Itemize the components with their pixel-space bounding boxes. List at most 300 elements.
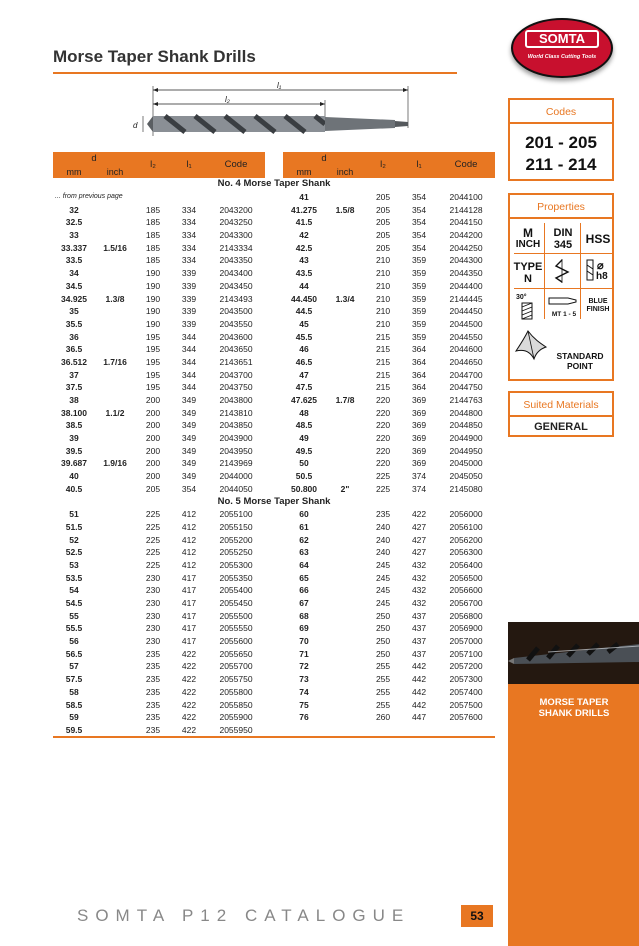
cell-code: 2057000 — [449, 636, 483, 647]
cell-mm: 58 — [69, 686, 79, 697]
cell-inch — [325, 622, 365, 635]
cell-l2: 225 — [145, 547, 161, 558]
cell-l2: 225 — [145, 509, 161, 520]
cell-l1: 349 — [181, 445, 197, 456]
cell-l1: 349 — [181, 433, 197, 444]
cell-l1: 422 — [181, 686, 197, 697]
cell-l2: 245 — [375, 585, 391, 596]
column-gap — [265, 292, 283, 305]
cell-l1: 417 — [181, 636, 197, 647]
column-gap — [265, 368, 283, 381]
cell-code: 2044600 — [449, 344, 483, 355]
cell-l1: 432 — [411, 598, 427, 609]
prop-hss: HSS — [585, 232, 611, 246]
cell-mm: 50 — [299, 458, 309, 469]
cell-l1: 432 — [411, 572, 427, 583]
cell-inch — [95, 444, 135, 457]
cell-l2: 205 — [375, 192, 391, 203]
l1-label: l₁ — [277, 81, 282, 90]
cell-l2: 190 — [145, 268, 161, 279]
cell-mm: 33 — [69, 230, 79, 241]
cell-code: 2055200 — [219, 534, 253, 545]
cell-code: 2045000 — [449, 458, 483, 469]
table-row — [53, 292, 495, 305]
prop-divider — [514, 288, 612, 289]
cell-l1: 442 — [411, 686, 427, 697]
cell-l2: 210 — [375, 318, 391, 329]
cell-l1: 339 — [181, 306, 197, 317]
cell-l2: 255 — [375, 661, 391, 672]
cell-mm: 35 — [69, 306, 79, 317]
table-row — [53, 559, 495, 572]
cell-l2: 195 — [145, 369, 161, 380]
cell-l1: 369 — [411, 420, 427, 431]
cell-l2: 245 — [375, 559, 391, 570]
cell-l2: 235 — [145, 686, 161, 697]
point-angle-icon — [518, 301, 538, 321]
cell-l2: 205 — [375, 242, 391, 253]
d-label: d — [133, 121, 138, 130]
cell-l2: 210 — [375, 293, 391, 304]
cell-code: 2144763 — [449, 395, 483, 406]
section-label — [512, 697, 636, 719]
cell-inch — [325, 419, 365, 432]
cell-code: 2055900 — [219, 712, 253, 723]
cell-code: 2055300 — [219, 559, 253, 570]
cell-inch — [325, 571, 365, 584]
cell-l1: 442 — [411, 661, 427, 672]
cell-mm: 47.5 — [295, 382, 313, 393]
cell-inch — [325, 216, 365, 229]
cell-mm: 33.5 — [65, 255, 83, 266]
cell-code: 2043900 — [219, 433, 253, 444]
cell-l2: 215 — [375, 331, 391, 342]
cell-inch — [95, 584, 135, 597]
cell-mm: 39.687 — [61, 458, 87, 469]
cell-l2: 225 — [145, 521, 161, 532]
table-row — [53, 229, 495, 242]
table-row — [53, 343, 495, 356]
cell-mm: 66 — [299, 585, 309, 596]
column-gap — [265, 318, 283, 331]
cell-l2: 220 — [375, 395, 391, 406]
cell-mm: 57 — [69, 661, 79, 672]
cell-inch — [325, 330, 365, 343]
cell-l1: 369 — [411, 445, 427, 456]
table-row — [53, 406, 495, 419]
cell-inch — [95, 622, 135, 635]
cell-code: 2043400 — [219, 268, 253, 279]
table-row — [53, 241, 495, 254]
header-l2-left: l₂ — [135, 152, 171, 178]
cell-code: 2044800 — [449, 407, 483, 418]
properties-title: Properties — [510, 195, 612, 219]
column-gap — [265, 686, 283, 699]
footer-catalogue-text: SOMTA P12 CATALOGUE — [77, 906, 411, 925]
cell-l1: 422 — [411, 509, 427, 520]
cell-mm: 41.5 — [295, 217, 313, 228]
cell-mm: 40.5 — [65, 483, 83, 494]
cell-code: 2043600 — [219, 331, 253, 342]
cell-inch — [325, 254, 365, 267]
cell-l1: 442 — [411, 674, 427, 685]
prop-type-text: TYPE — [513, 261, 543, 273]
cell-mm: 51 — [69, 509, 79, 520]
drill-size-table — [53, 152, 495, 738]
section-label-line-2: SHANK DRILLS — [538, 708, 610, 719]
prop-mt: MT 1 - 5 — [551, 311, 577, 318]
cell-l2: 205 — [375, 217, 391, 228]
column-gap — [265, 609, 283, 622]
column-gap — [265, 216, 283, 229]
codes-list — [510, 124, 612, 176]
section-title: No. 5 Morse Taper Shank — [53, 495, 495, 508]
table-row — [53, 203, 495, 216]
cell-inch — [95, 660, 135, 673]
cell-code: 2057300 — [449, 674, 483, 685]
column-gap — [265, 419, 283, 432]
cell-code: 2055500 — [219, 610, 253, 621]
cell-inch: 1.1/2 — [105, 407, 125, 418]
prop-divider — [580, 223, 581, 319]
cell-inch — [325, 647, 365, 660]
cell-code: 2057500 — [449, 699, 483, 710]
table-row — [53, 533, 495, 546]
cell-l1: 359 — [411, 268, 427, 279]
cell-inch — [95, 521, 135, 534]
cell-code: 2055950 — [207, 724, 265, 737]
column-gap — [265, 724, 283, 737]
cell-l2: 190 — [145, 280, 161, 291]
cell-inch — [325, 559, 365, 572]
cell-l1: 412 — [181, 547, 197, 558]
cell-inch — [95, 394, 135, 407]
table-row — [53, 673, 495, 686]
cell-mm: 48 — [299, 407, 309, 418]
cell-mm: 37.5 — [65, 382, 83, 393]
cell-inch — [325, 508, 365, 521]
column-gap — [265, 432, 283, 445]
table-row — [53, 483, 495, 496]
cell-mm: 40 — [69, 471, 79, 482]
table-header-row-1 — [53, 152, 495, 166]
cell-code: 2056500 — [449, 572, 483, 583]
cell-mm: 74 — [299, 686, 309, 697]
prop-finish-text: FINISH — [586, 306, 610, 313]
logo-tagline: World Class Cutting Tools — [527, 54, 597, 60]
cell-mm: 60 — [299, 509, 309, 520]
cell-code: 2044700 — [449, 369, 483, 380]
cell-mm: 53.5 — [65, 572, 83, 583]
diameter-icon: ⌀ — [597, 260, 604, 272]
cell-mm: 43.5 — [295, 268, 313, 279]
cell-l2: 215 — [375, 356, 391, 367]
header-gap — [265, 152, 283, 178]
cell-inch — [325, 609, 365, 622]
cell-l1: 422 — [181, 661, 197, 672]
prop-metric — [512, 227, 544, 251]
cell-l1: 364 — [411, 369, 427, 380]
page-number: 53 — [461, 905, 493, 927]
cell-l2: 220 — [375, 420, 391, 431]
cell-l1: 422 — [181, 674, 197, 685]
cell-l1: 427 — [411, 521, 427, 532]
cell-l1: 344 — [181, 331, 197, 342]
column-gap — [265, 280, 283, 293]
cell-inch — [325, 660, 365, 673]
cell-l1: 412 — [181, 521, 197, 532]
cell-inch — [95, 254, 135, 267]
cell-l1: 369 — [411, 407, 427, 418]
cell-mm: 56 — [69, 636, 79, 647]
cell-code: 2055350 — [219, 572, 253, 583]
cell-code: 2044450 — [449, 306, 483, 317]
cell-inch — [325, 432, 365, 445]
cell-inch — [95, 368, 135, 381]
cell-inch — [95, 330, 135, 343]
page-title: Morse Taper Shank Drills — [53, 47, 256, 66]
cell-l2: 185 — [145, 230, 161, 241]
table-row — [53, 254, 495, 267]
cell-mm: 32.5 — [65, 217, 83, 228]
cell-code: 2043550 — [219, 318, 253, 329]
cell-l1: 334 — [181, 204, 197, 215]
cell-l1: 437 — [411, 610, 427, 621]
l2-arrow-left — [153, 102, 158, 106]
cell-l1: 354 — [411, 217, 427, 228]
column-gap — [265, 508, 283, 521]
prop-type — [512, 261, 544, 285]
cell-l2: 200 — [145, 458, 161, 469]
cell-l1: 369 — [411, 395, 427, 406]
cell-l1: 354 — [411, 204, 427, 215]
code-range: 201 - 205 — [525, 133, 597, 152]
cell-mm: 57.5 — [65, 674, 83, 685]
cell-mm: 59.5 — [53, 724, 95, 737]
header-l1-left: l₁ — [171, 152, 207, 178]
cell-l1: 369 — [411, 433, 427, 444]
cell-l2: 255 — [375, 699, 391, 710]
cell-l2: 205 — [145, 483, 161, 494]
cell-code: 2044300 — [449, 255, 483, 266]
cell-mm: 69 — [299, 623, 309, 634]
column-gap — [265, 635, 283, 648]
cell-l2: 250 — [375, 610, 391, 621]
prop-blue-finish — [582, 298, 614, 314]
cell-inch — [325, 686, 365, 699]
cell-mm: 51.5 — [65, 521, 83, 532]
cell-inch: 1.7/16 — [103, 356, 127, 367]
cell-l2: 205 — [375, 230, 391, 241]
cell-inch — [95, 546, 135, 559]
cell-l2: 185 — [145, 204, 161, 215]
cell-inch — [95, 305, 135, 318]
column-gap — [265, 191, 283, 204]
cell-code: 2044400 — [449, 280, 483, 291]
cell-inch — [325, 191, 365, 204]
header-mm-right: mm — [283, 166, 325, 178]
cell-inch — [325, 635, 365, 648]
cell-code: 2043200 — [219, 204, 253, 215]
cell-l2: 190 — [145, 306, 161, 317]
code-range: 211 - 214 — [525, 155, 597, 174]
cell-l1: 349 — [181, 395, 197, 406]
cell-mm: 34 — [69, 268, 79, 279]
cell-inch — [325, 521, 365, 534]
table-row — [53, 432, 495, 445]
table-row — [53, 698, 495, 711]
cell-l1: 339 — [181, 268, 197, 279]
header-inch-left: inch — [95, 166, 135, 178]
cell-l1: 359 — [411, 255, 427, 266]
cell-inch — [95, 686, 135, 699]
table-row — [53, 546, 495, 559]
column-gap — [265, 406, 283, 419]
cell-inch — [325, 457, 365, 470]
cell-l2: 195 — [145, 331, 161, 342]
table-row — [53, 305, 495, 318]
cell-l1: 427 — [411, 534, 427, 545]
cell-code: 2056100 — [449, 521, 483, 532]
cell-l2: 230 — [145, 572, 161, 583]
cell-code: 2056000 — [449, 509, 483, 520]
cell-inch — [325, 546, 365, 559]
cell-inch — [325, 406, 365, 419]
cell-l2: 215 — [375, 344, 391, 355]
cell-l2: 235 — [145, 661, 161, 672]
cell-l1: 354 — [411, 192, 427, 203]
cell-inch — [325, 597, 365, 610]
cell-mm: 44.5 — [295, 306, 313, 317]
header-code-left: Code — [207, 152, 265, 178]
cell-code: 2043950 — [219, 445, 253, 456]
column-gap — [265, 254, 283, 267]
morse-taper-icon — [548, 294, 578, 308]
cell-code: 2056700 — [449, 598, 483, 609]
cell-l1: 417 — [181, 585, 197, 596]
cell-code: 2043650 — [219, 344, 253, 355]
cell-mm: 34.5 — [65, 280, 83, 291]
cell-code: 2044250 — [449, 242, 483, 253]
table-row — [53, 368, 495, 381]
cell-l2: 235 — [135, 724, 171, 737]
cell-code: 2057200 — [449, 661, 483, 672]
cell-l2: 250 — [375, 636, 391, 647]
prop-type-n: N — [524, 273, 532, 285]
cell-inch — [95, 229, 135, 242]
cell-l1: 334 — [181, 217, 197, 228]
cell-l2: 210 — [375, 306, 391, 317]
prop-din-text: DIN — [553, 227, 573, 239]
cell-l1: 364 — [411, 382, 427, 393]
cell-mm: 56.5 — [65, 648, 83, 659]
cell-code: 2143810 — [219, 407, 253, 418]
cell-l2: 205 — [375, 204, 391, 215]
cell-l1: 359 — [411, 280, 427, 291]
cell-l2: 215 — [375, 382, 391, 393]
cell-l1: 364 — [411, 344, 427, 355]
cell-l1: 437 — [411, 636, 427, 647]
cell-mm: 44 — [299, 280, 309, 291]
somta-logo — [511, 18, 613, 78]
cell-code: 2043450 — [219, 280, 253, 291]
table-row — [53, 686, 495, 699]
table-row — [53, 647, 495, 660]
cell-inch — [95, 343, 135, 356]
cell-inch — [95, 635, 135, 648]
point-angle-cell — [514, 292, 544, 322]
prop-h8: h8 — [596, 271, 608, 282]
column-gap — [265, 521, 283, 534]
cell-code: 2145080 — [449, 483, 483, 494]
cell-code: 2044100 — [449, 192, 483, 203]
cell-inch — [95, 647, 135, 660]
cell-l2: 195 — [145, 356, 161, 367]
column-gap — [265, 444, 283, 457]
cell-inch — [325, 533, 365, 546]
logo-brand-name: SOMTA — [525, 30, 599, 48]
cell-l2: 220 — [375, 458, 391, 469]
cell-inch — [325, 305, 365, 318]
cell-code: 2057100 — [449, 648, 483, 659]
table-body — [53, 178, 495, 737]
cell-l1: 437 — [411, 648, 427, 659]
cell-code: 2144445 — [449, 293, 483, 304]
column-gap — [265, 229, 283, 242]
cell-inch — [95, 609, 135, 622]
cell-l1: 344 — [181, 369, 197, 380]
prop-inch-text: INCH — [515, 239, 541, 250]
cell-mm: 68 — [299, 610, 309, 621]
cell-inch — [95, 698, 135, 711]
cell-inch — [325, 724, 365, 737]
cell-code — [437, 724, 495, 737]
cell-l1: 369 — [411, 458, 427, 469]
cell-mm: 47 — [299, 369, 309, 380]
cell-mm: 45 — [299, 318, 309, 329]
column-gap — [265, 330, 283, 343]
cell-l2: 230 — [145, 598, 161, 609]
prop-din-number: 345 — [553, 239, 573, 251]
cell-inch — [95, 203, 135, 216]
cell-l1: 339 — [181, 293, 197, 304]
cell-l2: 225 — [145, 534, 161, 545]
prop-angle: 30° — [516, 294, 527, 301]
cell-code: 2055100 — [219, 509, 253, 520]
cell-mm: 58.5 — [65, 699, 83, 710]
cell-inch: 1.3/4 — [335, 293, 355, 304]
prop-blue-text: BLUE — [588, 298, 608, 305]
cell-inch — [95, 597, 135, 610]
cell-l2: 220 — [375, 407, 391, 418]
cell-code: 2044850 — [449, 420, 483, 431]
prop-m-text: M — [523, 226, 533, 240]
cell-code: 2057400 — [449, 686, 483, 697]
cell-mm: 65 — [299, 572, 309, 583]
cell-l2: 255 — [375, 674, 391, 685]
cell-code: 2055450 — [219, 598, 253, 609]
cell-inch: 1.5/16 — [103, 242, 127, 253]
helix-angle-icon — [552, 258, 572, 284]
prop-divider — [514, 253, 612, 254]
cell-mm — [283, 724, 325, 737]
cell-l1 — [401, 724, 437, 737]
cell-l1: 354 — [181, 483, 197, 494]
prop-divider — [544, 223, 545, 319]
cell-l1: 334 — [181, 230, 197, 241]
cell-mm: 75 — [299, 699, 309, 710]
cell-mm: 61 — [299, 521, 309, 532]
